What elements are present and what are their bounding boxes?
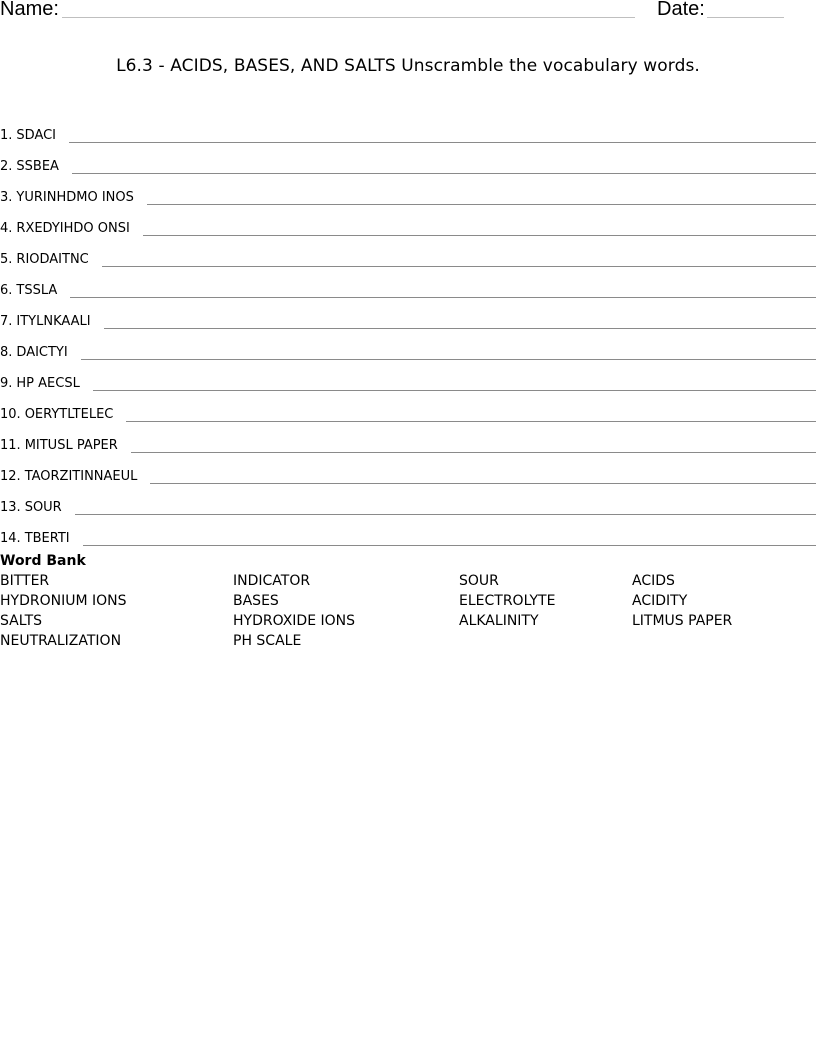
word-bank-row — [0, 613, 816, 633]
question-row — [0, 360, 816, 391]
word-bank-row — [0, 633, 816, 653]
question-row — [0, 484, 816, 515]
question-number: 14. — [0, 531, 21, 546]
date-label: Date: — [657, 0, 705, 20]
worksheet-header — [0, 0, 816, 24]
question-row — [0, 205, 816, 236]
word-bank-item: ELECTROLYTE — [459, 593, 556, 609]
answer-line[interactable] — [147, 203, 816, 205]
word-bank-item: BASES — [233, 593, 279, 609]
question-number: 7. — [0, 314, 13, 329]
word-bank-title: Word Bank — [0, 553, 86, 569]
question-row — [0, 422, 816, 453]
word-bank-row — [0, 573, 816, 593]
scrambled-word: SOUR — [24, 500, 62, 515]
scrambled-word: ITYLNKAALI — [16, 314, 91, 329]
question-row — [0, 453, 816, 484]
answer-line[interactable] — [126, 420, 816, 422]
question-number: 1. — [0, 128, 13, 143]
question-number: 3. — [0, 190, 13, 205]
word-bank-item: ACIDITY — [632, 593, 688, 609]
scrambled-word: MITUSL PAPER — [24, 438, 118, 453]
word-bank-item: HYDROXIDE IONS — [233, 613, 356, 629]
word-bank-item: PH SCALE — [233, 633, 302, 649]
word-bank-item: ALKALINITY — [459, 613, 539, 629]
question-row — [0, 236, 816, 267]
question-number: 13. — [0, 500, 21, 515]
answer-line[interactable] — [102, 265, 816, 267]
scrambled-word: OERYTLTELEC — [24, 407, 114, 422]
answer-line[interactable] — [104, 327, 816, 329]
answer-line[interactable] — [131, 451, 816, 453]
scrambled-word: RIODAITNC — [16, 252, 89, 267]
scrambled-word: HP AECSL — [16, 376, 80, 391]
scrambled-word: DAICTYI — [16, 345, 68, 360]
answer-line[interactable] — [143, 234, 816, 236]
word-bank-item: INDICATOR — [233, 573, 311, 589]
word-bank-item: LITMUS PAPER — [632, 613, 733, 629]
answer-line[interactable] — [83, 544, 816, 546]
question-row — [0, 515, 816, 546]
word-bank-item: NEUTRALIZATION — [0, 633, 122, 649]
question-number: 5. — [0, 252, 13, 267]
question-row — [0, 267, 816, 298]
answer-line[interactable] — [72, 172, 816, 174]
question-row — [0, 298, 816, 329]
question-number: 6. — [0, 283, 13, 298]
worksheet-title: L6.3 - ACIDS, BASES, AND SALTS Unscramble the vocabulary words. — [116, 56, 700, 76]
scrambled-word: TBERTI — [24, 531, 70, 546]
name-field-line[interactable] — [62, 17, 635, 18]
question-number: 8. — [0, 345, 13, 360]
word-bank-item: SOUR — [459, 573, 499, 589]
word-bank-item: BITTER — [0, 573, 50, 589]
question-number: 12. — [0, 469, 21, 484]
word-bank-row — [0, 593, 816, 613]
question-list — [0, 112, 816, 546]
question-number: 9. — [0, 376, 13, 391]
answer-line[interactable] — [150, 482, 816, 484]
name-label: Name: — [0, 0, 59, 20]
word-bank-item: SALTS — [0, 613, 43, 629]
word-bank-item: ACIDS — [632, 573, 675, 589]
scrambled-word: YURINHDMO INOS — [16, 190, 134, 205]
answer-line[interactable] — [69, 141, 816, 143]
date-field-line[interactable] — [707, 17, 784, 18]
question-row — [0, 391, 816, 422]
answer-line[interactable] — [81, 358, 816, 360]
answer-line[interactable] — [70, 296, 816, 298]
word-bank-item: HYDRONIUM IONS — [0, 593, 127, 609]
question-row — [0, 143, 816, 174]
question-row — [0, 112, 816, 143]
question-number: 2. — [0, 159, 13, 174]
answer-line[interactable] — [93, 389, 816, 391]
question-row — [0, 329, 816, 360]
scrambled-word: SSBEA — [16, 159, 59, 174]
scrambled-word: SDACI — [16, 128, 57, 143]
scrambled-word: RXEDYIHDO ONSI — [16, 221, 130, 236]
question-number: 4. — [0, 221, 13, 236]
word-bank — [0, 573, 816, 653]
scrambled-word: TAORZITINNAEUL — [24, 469, 138, 484]
question-number: 10. — [0, 407, 21, 422]
question-row — [0, 174, 816, 205]
scrambled-word: TSSLA — [16, 283, 58, 298]
answer-line[interactable] — [75, 513, 816, 515]
question-number: 11. — [0, 438, 21, 453]
